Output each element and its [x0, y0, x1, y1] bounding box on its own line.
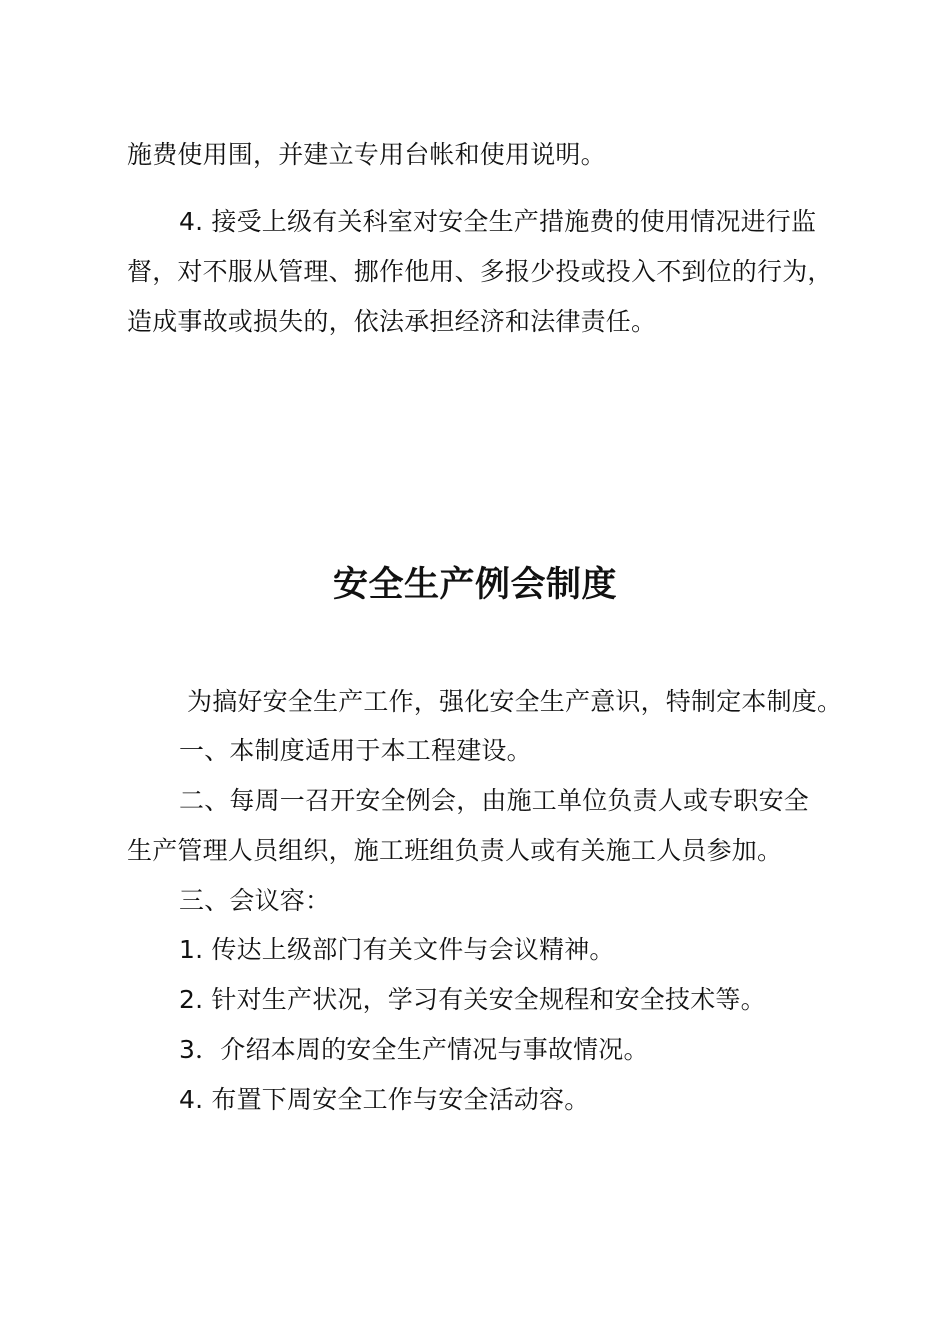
clause-1: 一、本制度适用于本工程建设。	[179, 736, 532, 765]
item-4-line-1: 4. 接受上级有关科室对安全生产措施费的使用情况进行监	[179, 207, 817, 236]
list-item: 2. 针对生产状况，学习有关安全规程和安全技术等。	[179, 985, 766, 1014]
clause-3: 三、会议容：	[179, 886, 331, 915]
clause-2-line-1: 二、每周一召开安全例会，由施工单位负责人或专职安全	[179, 786, 810, 815]
section-title: 安全生产例会制度	[332, 565, 617, 605]
continuation-line: 施费使用围，并建立专用台帐和使用说明。	[127, 140, 606, 169]
list-item: 3．介绍本周的安全生产情况与事故情况。	[179, 1035, 649, 1064]
section-intro: 为搞好安全生产工作，强化安全生产意识，特制定本制度。	[187, 687, 843, 716]
item-4-line-3: 造成事故或损失的，依法承担经济和法律责任。	[127, 307, 657, 336]
clause-2-line-2: 生产管理人员组织，施工班组负责人或有关施工人员参加。	[127, 836, 783, 865]
list-item: 1. 传达上级部门有关文件与会议精神。	[179, 935, 615, 964]
list-item: 4. 布置下周安全工作与安全活动容。	[179, 1085, 590, 1114]
item-4-line-2: 督，对不服从管理、挪作他用、多报少投或投入不到位的行为，	[127, 257, 833, 286]
